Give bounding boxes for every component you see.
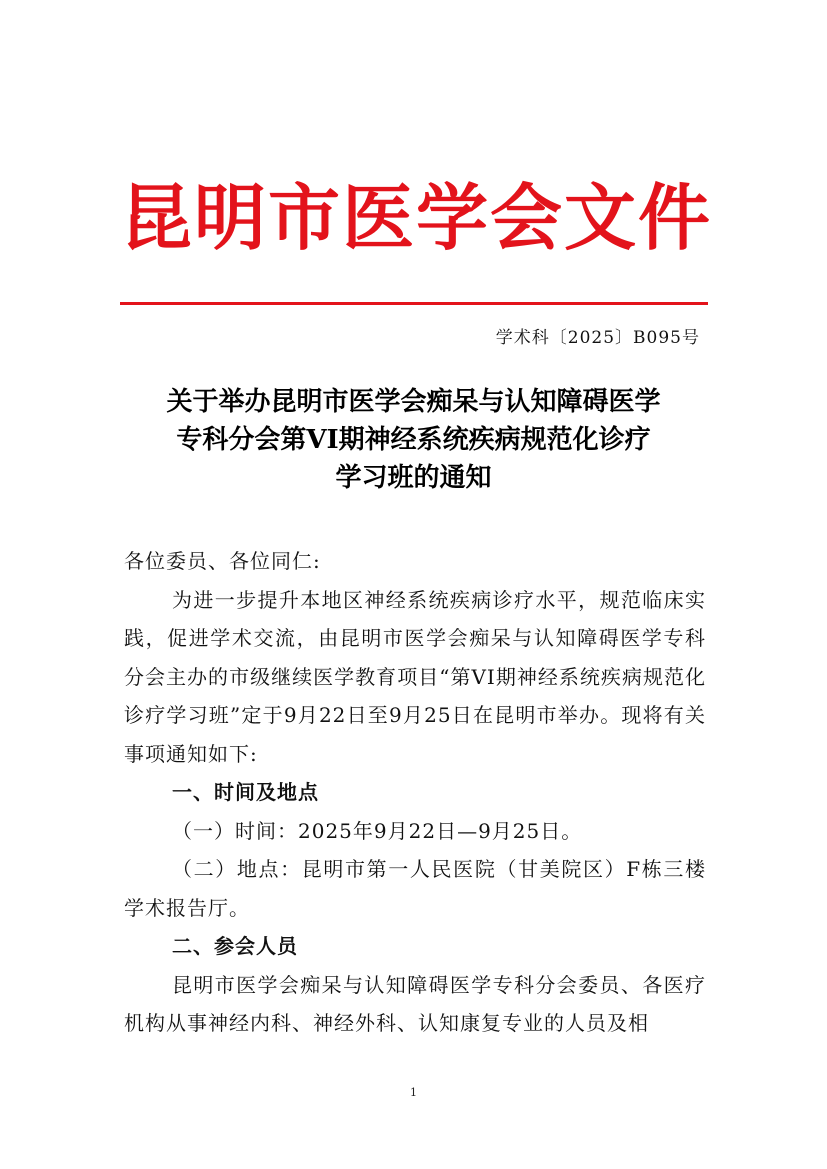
time-item: （一）时间：2025年9月22日—9月25日。 <box>172 818 583 843</box>
section-heading-time-place: 一、时间及地点 <box>172 780 319 804</box>
document-number: 学术科〔2025〕B095号 <box>495 328 700 348</box>
notice-title <box>100 383 727 497</box>
page-number: 1 <box>410 1086 417 1099</box>
salutation: 各位委员、各位同仁: <box>124 549 321 573</box>
notice-title-line-1: 关于举办昆明市医学会痴呆与认知障碍医学 <box>166 387 661 417</box>
place-item: （二）地点：昆明市第一人民医院（甘美院区）F栋三楼学术报告厅。 <box>124 857 706 920</box>
document-header-title: 昆明市医学会文件 <box>120 176 713 260</box>
notice-title-line-3: 学习班的通知 <box>335 463 492 493</box>
intro-paragraph: 为进一步提升本地区神经系统疾病诊疗水平，规范临床实践，促进学术交流，由昆明市医学会痴呆与认知障碍医学专科分会主办的市级继续医学教育项目“第VI期神经系统疾病规范化诊疗学习班”定于9月22日至9月25日在昆明市举办。现将有关事项通知如下: <box>124 587 706 766</box>
section-heading-attendees: 二、参会人员 <box>172 934 298 958</box>
notice-body <box>124 542 706 1043</box>
header-divider <box>120 302 708 305</box>
notice-title-line-2: 专科分会第VI期神经系统疾病规范化诊疗 <box>176 425 651 455</box>
attendees-paragraph: 昆明市医学会痴呆与认知障碍医学专科分会委员、各医疗机构从事神经内科、神经外科、认知康复专业的人员及相 <box>124 972 706 1035</box>
